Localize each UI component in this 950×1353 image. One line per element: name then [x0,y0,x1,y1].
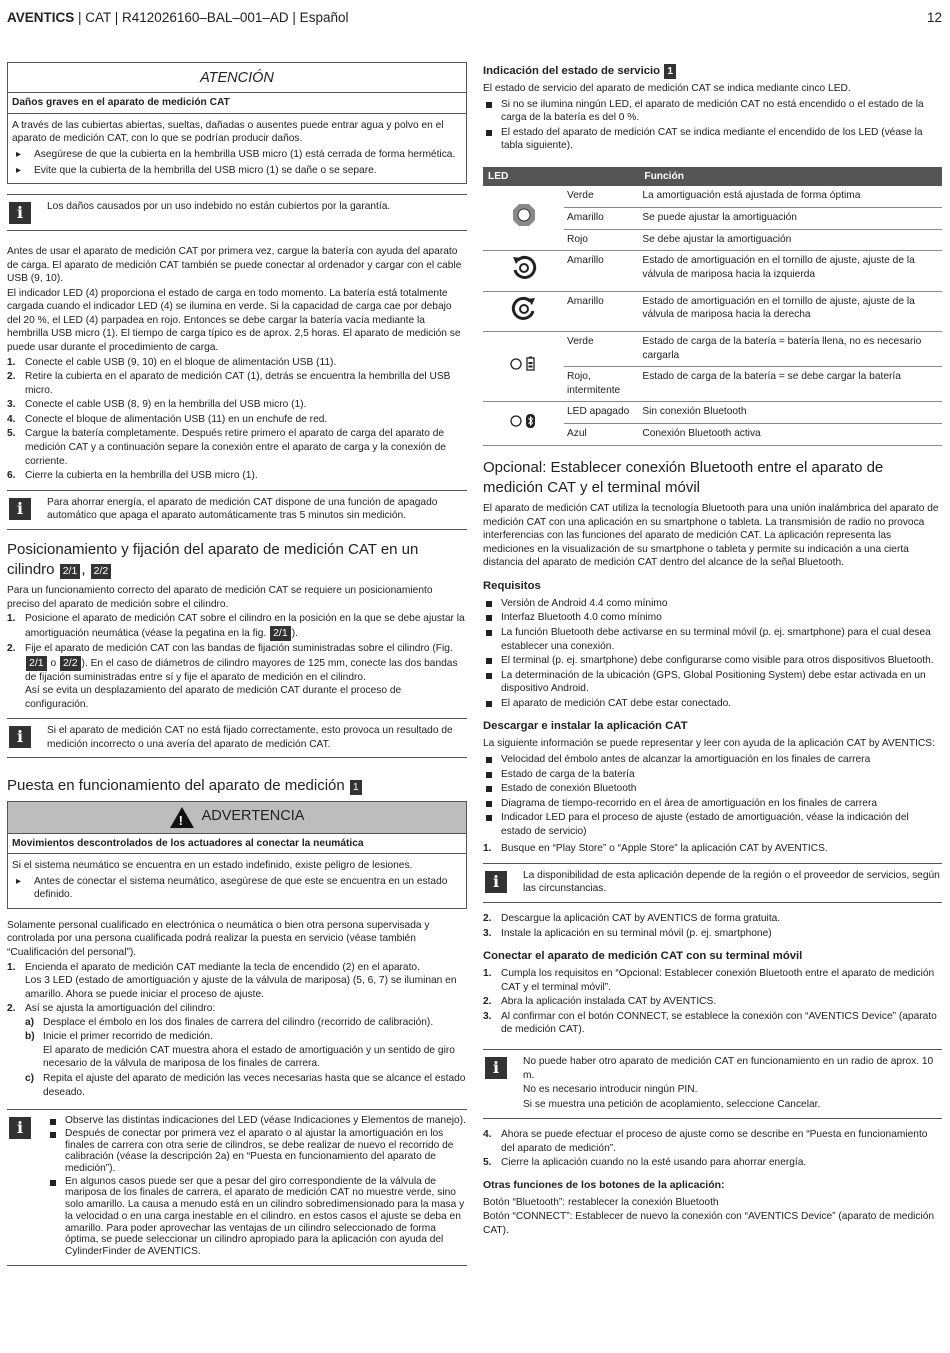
list-item: ▸ Evite que la cubierta de la hembrilla del USB micro (1) se dañe o se separe. [12,164,462,178]
section-title: Puesta en funcionamiento del aparato de medición 1 [7,776,467,796]
status-list [483,98,942,153]
warning-header: ! ADVERTENCIA [8,802,466,834]
list-item: El terminal (p. ej. smartphone) debe configurarse como visible para otros dispositivos Bluetooth. [483,654,942,668]
table-header: Función [639,167,942,187]
info-note [7,1109,467,1266]
section-title: Opcional: Establecer conexión Bluetooth entre el aparato de medición CAT y el terminal móvil [483,458,884,496]
list-item: La determinación de la ubicación (GPS, Global Positioning System) debe estar activada en un dispositivo Android. [483,669,942,696]
paragraph: El estado de servicio del aparato de medición CAT se indica mediante cinco LED. [483,83,851,95]
table-row: LED apagado Sin conexión Bluetooth [483,402,942,424]
warning-subtitle: Movimientos descontrolados de los actuadores al conectar la neumática [8,834,466,855]
list-item: El estado del aparato de medición CAT se indica mediante el encendido de los LED (véase la tabla siguiente). [483,126,942,153]
attention-box [7,62,467,184]
info-note: i Los daños causados por un uso indebido no están cubiertos por la garantía. [7,194,467,231]
list-item: Velocidad del émbolo antes de alcanzar la amortiguación en los finales de carrera [483,753,942,767]
warning-triangle-icon: ! [170,807,194,828]
paragraph: Botón “CONNECT”: Establecer de nuevo la conexión con “AVENTICS Device” (aparato de medición CAT). [483,1211,935,1237]
figure-tag: 2/2 [91,564,112,579]
table-row: Amarillo Estado de amortiguación en el tornillo de ajuste, ajuste de la válvula de mariposa hacia la derecha [483,291,942,332]
attention-subtitle: Daños graves en el aparato de medición CAT [8,93,466,114]
list-item: Observe las distintas indicaciones del LED (véase Indicaciones y Elementos de manejo). [47,1115,467,1127]
list-item: 1. Encienda el aparato de medición CAT mediante la tecla de encendido (2) en el aparato. Los 3 LED (estado de amortiguación y ajuste de la válvula de mariposa) (5, 6, 7) se iluminan en amarillo. Ahora se puede iniciar el proceso de ajuste. [7,961,457,1000]
rotate-left-icon [483,251,564,292]
list-item: 5. Cierre la aplicación cuando no la esté usando para ahorrar energía. [483,1157,807,1169]
figure-tag: 2/2 [60,656,81,671]
page-number: 12 [926,10,942,25]
table-header: LED [483,167,639,187]
figure-tag: 1 [664,64,676,79]
list-item: 1. Conecte el cable USB (9, 10) en el bloque de alimentación USB (11). [7,356,337,368]
list-item: a) Desplace el émbolo en los dos finales de carrera del cilindro (recorrido de calibración). [25,1016,434,1028]
connect-steps [483,967,942,1037]
info-icon: i [9,498,31,520]
table-row: Verde Estado de carga de la batería = batería llena, no es necesario cargarla [483,332,942,367]
warning-list [12,875,462,902]
section-title: Indicación del estado de servicio 1 [483,64,942,79]
page-header [7,9,942,27]
table-row: Verde La amortiguación está ajustada de forma óptima [483,186,942,207]
list-item: 1. Posicione el aparato de medición CAT sobre el cilindro en la posición en la que se debe ajustar la amortiguación neumática (véase la pegatina en la fig. 2/1 ). [7,613,465,639]
list-item: 5. Cargue la batería completamente. Después retire primero el aparato de carga del aparato de medición CAT y a continuación separe la conexión entre el aparato de carga y la conexión de corriente. [7,428,446,467]
rotate-right-icon [483,291,564,332]
connect-steps [483,1128,942,1170]
attention-title: ATENCIÓN [8,63,466,93]
list-item: ▸ Asegúrese de que la cubierta en la hembrilla USB micro (1) está cerrada de forma hermética. [12,148,462,162]
start-substeps [25,1016,467,1099]
warning-text: Si el sistema neumático se encuentra en un estado indefinido, existe peligro de lesiones. [12,860,413,872]
list-item: 6. Cierre la cubierta en la hembrilla del USB micro (1). [7,470,258,482]
info-note: i La disponibilidad de esta aplicación depende de la región o el proveedor de servicios, según las circunstancias. [483,863,942,903]
info-icon: i [9,726,31,748]
list-item: Estado de carga de la batería [483,768,942,782]
info-note: i Para ahorrar energía, el aparato de medición CAT dispone de una función de apagado automático que apaga el aparato automáticamente tras 5 minutos sin medición. [7,490,467,530]
led-table [483,167,942,446]
brand: AVENTICS [7,10,75,25]
left-column [7,56,467,1275]
figure-tag: 2/1 [26,656,47,671]
table-row: Rojo Se debe ajustar la amortiguación [483,229,942,251]
download-steps [483,842,942,856]
section-title: Descargar e instalar la aplicación CAT [483,720,688,733]
requirements-list [483,597,942,711]
start-steps [7,961,467,1100]
figure-tag: 1 [350,780,362,795]
right-column [483,56,942,1239]
list-item: 2. Fije el aparato de medición CAT con las bandas de fijación suministradas sobre el cilindro (Fig. 2/1 o 2/2 ). En el caso de diámetros de cilindro mayores de 125 mm, conecte las dos bandas de fijación suministradas entre sí y fije el aparato de medición en el cilindro. Así se evita un desplazamiento del aparato de medición CAT durante el proceso de configuración. [7,642,458,710]
bluetooth-icon [483,402,564,445]
paragraph: Botón “Bluetooth”: restablecer la conexión Bluetooth [483,1196,719,1208]
list-item: En algunos casos puede ser que a pesar del giro correspondiente de la válvula de mariposa de los finales de carrera, el aparato de medición CAT no muestre verde, sino solo amarillo. La causa a menudo está en un cilindro sobredimensionado para la masa y la velocidad o en una carga inestable en el cilindro. en estos casos el ajuste se deba en amarillo. Para poder aprovechar las ventajas de un cilindro seleccionado de forma óptima, se puede seleccionar un cilindro apropiado para la aplicación con ayuda del CylinderFinder de AVENTICS. [47,1176,467,1258]
list-item: 2. Abra la aplicación instalada CAT by AVENTICS. [483,996,717,1008]
table-row: Amarillo Se puede ajustar la amortiguación [483,207,942,229]
table-row: Amarillo Estado de amortiguación en el tornillo de ajuste, ajuste de la válvula de mariposa hacia la izquierda [483,251,942,292]
download-steps [483,912,942,940]
paragraph: Solamente personal cualificado en electrónica o neumática o bien otra persona supervisada y controlada por una persona cualificada podrá realizar la puesta en servicio (véase también “Cualificación del personal”). [7,919,430,958]
list-item: ▸ Antes de conectar el sistema neumático, asegúrese de que este se encuentra en un estado definido. [12,875,462,902]
attention-text: A través de las cubiertas abiertas, sueltas, dañadas o ausentes puede entrar agua y polvo en el aparato de medición CAT, con lo que se podrían producir daños. [12,119,444,145]
section-title: Otras funciones de los botones de la aplicación: [483,1178,725,1191]
list-item: 1. Busque en “Play Store” o “Apple Store” la aplicación CAT by AVENTICS. [483,843,828,855]
section-title: Posicionamiento y fijación del aparato de medición CAT en un cilindro 2/1 , 2/2 [7,540,419,579]
list-item: Versión de Android 4.4 como mínimo [483,597,942,611]
table-row: Rojo, intermitente Estado de carga de la batería = se debe cargar la batería [483,367,942,402]
list-item: 3. Conecte el cable USB (8, 9) en la hembrilla del USB micro (1). [7,399,307,411]
table-row: Azul Conexión Bluetooth activa [483,424,942,446]
list-item: 4. Conecte el bloque de alimentación USB (11) en un enchufe de red. [7,413,328,425]
list-item: Indicador LED para el proceso de ajuste (estado de amortiguación, véase la indicación del estado de servicio) [483,811,942,838]
paragraph: Antes de usar el aparato de medición CAT por primera vez, cargue la batería con ayuda del aparato de carga. El aparato de medición CAT también se puede conectar al ordenador y cargar con el cable USB (9, 10). [7,246,462,285]
warning-box [7,801,467,909]
paragraph: El aparato de medición CAT utiliza la tecnología Bluetooth para una unión inalámbrica del aparato de medición CAT con una aplicación en su smartphone o tableta. La transmisión de radio no provoca interferencias con las funciones del aparato de medición CAT. La aplicación representa las mediciones en la visualización de su smartphone o tableta y permite su indicación a una cierta distancia del aparato de medición CAT dentro del alcance de la señal Bluetooth. [483,503,939,569]
list-item: 1. Cumpla los requisitos en “Opcional: Establecer conexión Bluetooth entre el aparato de medición CAT y el terminal móvil”. [483,968,935,993]
figure-tag: 2/1 [270,626,291,641]
list-item: b) Inicie el primer recorrido de medición. El aparato de medición CAT muestra ahora el estado de amortiguación y un sentido de giro necesario de la válvula de mariposa de los finales de carrera. [25,1031,455,1070]
document-id: AVENTICS | CAT | R412026160–BAL–001–AD | Español [7,10,349,25]
list-item: 2. Descargue la aplicación CAT by AVENTICS de forma gratuita. [483,913,781,925]
section-title: Requisitos [483,579,541,592]
attention-list [12,148,462,177]
paragraph: La siguiente información se puede representar y leer con ayuda de la aplicación CAT by AVENTICS: [483,738,935,750]
list-item: 2. Retire la cubierta en el aparato de medición CAT (1), detrás se encuentra la hembrilla del USB micro. [7,371,451,396]
paragraph: Para un funcionamiento correcto del aparato de medición CAT se requiere un posicionamiento preciso del aparato de medición sobre el cilindro. [7,585,433,610]
info-icon: i [9,202,31,224]
info-icon: i [485,871,507,893]
download-list [483,753,942,838]
list-item: El aparato de medición CAT debe estar conectado. [483,697,942,711]
info-icon: i [9,1117,31,1139]
list-item: 2. Así se ajusta la amortiguación del cilindro: a) Desplace el émbolo en los dos finales de carrera del cilindro (recorrido de calibración). b) Inicie el primer recorrido de medición. El aparato de medición CAT muestra ahora el estado de amortiguación y un sentido de giro necesario de la válvula de mariposa de los finales de carrera. c) Repita el ajuste del aparato de medición las veces necesarias hasta que se alcance el estado deseado. [7,1003,466,1098]
charge-steps [7,356,467,483]
position-steps [7,612,467,711]
list-item: c) Repita el ajuste del aparato de medición las veces necesarias hasta que se alcance el estado deseado. [25,1073,466,1098]
list-item: Estado de conexión Bluetooth [483,782,942,796]
section-title: Conectar el aparato de medición CAT con su terminal móvil [483,950,803,963]
list-item: Después de conectar por primera vez el aparato o al ajustar la amortiguación en los finales de carrera con otra serie de cilindros, se debe realizar de nuevo el recorrido de calibración (véase la descripción 2a) en “Puesta en funcionamiento del aparato de medición”). [47,1128,467,1175]
list-item: 4. Ahora se puede efectuar el proceso de ajuste como se describe en “Puesta en funcionamiento del aparato de medición”. [483,1129,928,1154]
paragraph: El indicador LED (4) proporciona el estado de carga en todo momento. La batería está totalmente cargada cuando el indicador LED (4) se ilumina en verde. Si la capacidad de carga cae por debajo del 20 %, el LED (4) parpadea en rojo. Entonces se debe cargar la batería vacía mediante la hembrilla USB micro (1). El tiempo de carga típico es de aprox. 2,5 horas. El aparato de medición se puede usar durante el procedimiento de carga. [7,287,461,354]
damping-status-icon [483,186,564,250]
info-list [47,1115,467,1258]
figure-tag: 2/1 [60,564,81,579]
list-item: 3. Instale la aplicación en su terminal móvil (p. ej. smartphone) [483,927,772,939]
battery-icon [483,332,564,402]
list-item: 3. Al confirmar con el botón CONNECT, se establece la conexión con “AVENTICS Device” (aparato de medición CAT). [483,1010,937,1036]
list-item: Interfaz Bluetooth 4.0 como mínimo [483,611,942,625]
info-note: i Si el aparato de medición CAT no está fijado correctamente, esto provoca un resultado de medición incorrecto o una avería del aparato de medición CAT. [7,718,467,758]
list-item: Diagrama de tiempo-recorrido en el área de amortiguación en los finales de carrera [483,797,942,811]
list-item: La función Bluetooth debe activarse en su terminal móvil (p. ej. smartphone) para el cual desea establecer una conexión. [483,626,942,653]
info-icon: i [485,1057,507,1079]
info-note: i No puede haber otro aparato de medición CAT en funcionamiento en un radio de aprox. 10 m. No es necesario introducir ningún PIN. Si se muestra una petición de acoplamiento, seleccione Cancelar. [483,1049,942,1119]
list-item: Si no se ilumina ningún LED, el aparato de medición CAT no está encendido o el estado de la carga de la batería es del 0 %. [483,98,942,125]
